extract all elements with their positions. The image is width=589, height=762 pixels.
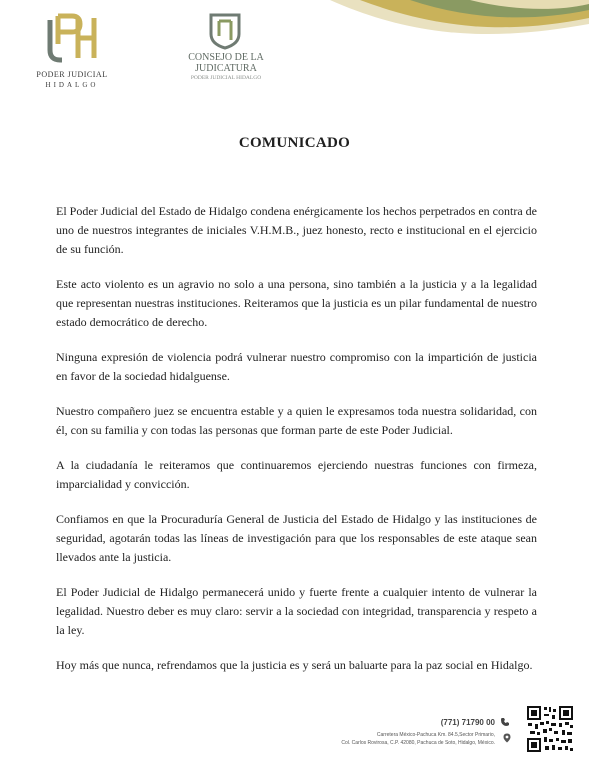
logo-left-line1: PODER JUDICIAL — [36, 70, 108, 79]
logo-right-line1: CONSEJO DE LA — [188, 52, 264, 63]
paragraph-4: Nuestro compañero juez se encuentra estable y a quien le expresamos toda nuestra solidaridad, con él, con su familia y con todas las personas que forman parte de este Poder Judicial. — [56, 404, 537, 437]
document-title: COMUNICADO — [238, 135, 351, 151]
footer-address-line2: Col. Carlos Rovirosa, C.P. 42080, Pachuca de Soto, Hidalgo, México. — [341, 740, 495, 746]
pjh-monogram-icon — [44, 10, 100, 66]
paragraph-6: Confiamos en que la Procuraduría General de Justicia del Estado de Hidalgo y las instituciones de seguridad, agotarán todas las líneas de investigación para que los responsables de este ataque sean llevados ante la justicia. — [56, 512, 537, 564]
logo-left-line2: HIDALGO — [45, 81, 99, 89]
qr-code — [526, 705, 574, 753]
phone-icon — [500, 717, 510, 727]
shield-emblem-icon — [208, 12, 242, 50]
paragraph-7: El Poder Judicial de Hidalgo permanecerá unido y fuerte frente a cualquier intento de vulnerar la legalidad. Nuestro deber es muy claro: servir a la sociedad con integridad, transparencia y respeto a la ley. — [56, 585, 537, 637]
paragraph-5: A la ciudadanía le reiteramos que continuaremos ejerciendo nuestras funciones con firmeza, imparcialidad y convicción. — [56, 458, 537, 491]
footer-address-line1: Carretera México-Pachuca Km. 84.5,Sector Primario, — [376, 732, 495, 738]
logo-right-line2: JUDICATURA — [195, 63, 257, 74]
footer-phone: (771) 71790 00 — [440, 718, 495, 727]
consejo-judicatura-logo — [180, 12, 272, 92]
document-body — [56, 202, 537, 691]
paragraph-3: Ninguna expresión de violencia podrá vulnerar nuestro compromiso con la impartición de justicia en favor de la sociedad hidalguense. — [56, 350, 537, 383]
poder-judicial-logo — [22, 10, 122, 90]
location-pin-icon — [502, 733, 512, 743]
paragraph-8: Hoy más que nunca, refrendamos que la justicia es y será un baluarte para la paz social en Hidalgo. — [56, 658, 533, 672]
logo-right-line3: PODER JUDICIAL HIDALGO — [190, 75, 262, 81]
paragraph-2: Este acto violento es un agravio no solo a una persona, sino también a la justicia y a la legalidad que representan nuestras instituciones. Reiteramos que la justicia es un pilar fundamental de nuestro estado democrático de derecho. — [56, 277, 537, 329]
paragraph-1: El Poder Judicial del Estado de Hidalgo condena enérgicamente los hechos perpetrados en contra de uno de nuestros integrantes de iniciales V.H.M.B., juez honesto, recto e institucional en el ejercicio de su función. — [56, 204, 537, 256]
